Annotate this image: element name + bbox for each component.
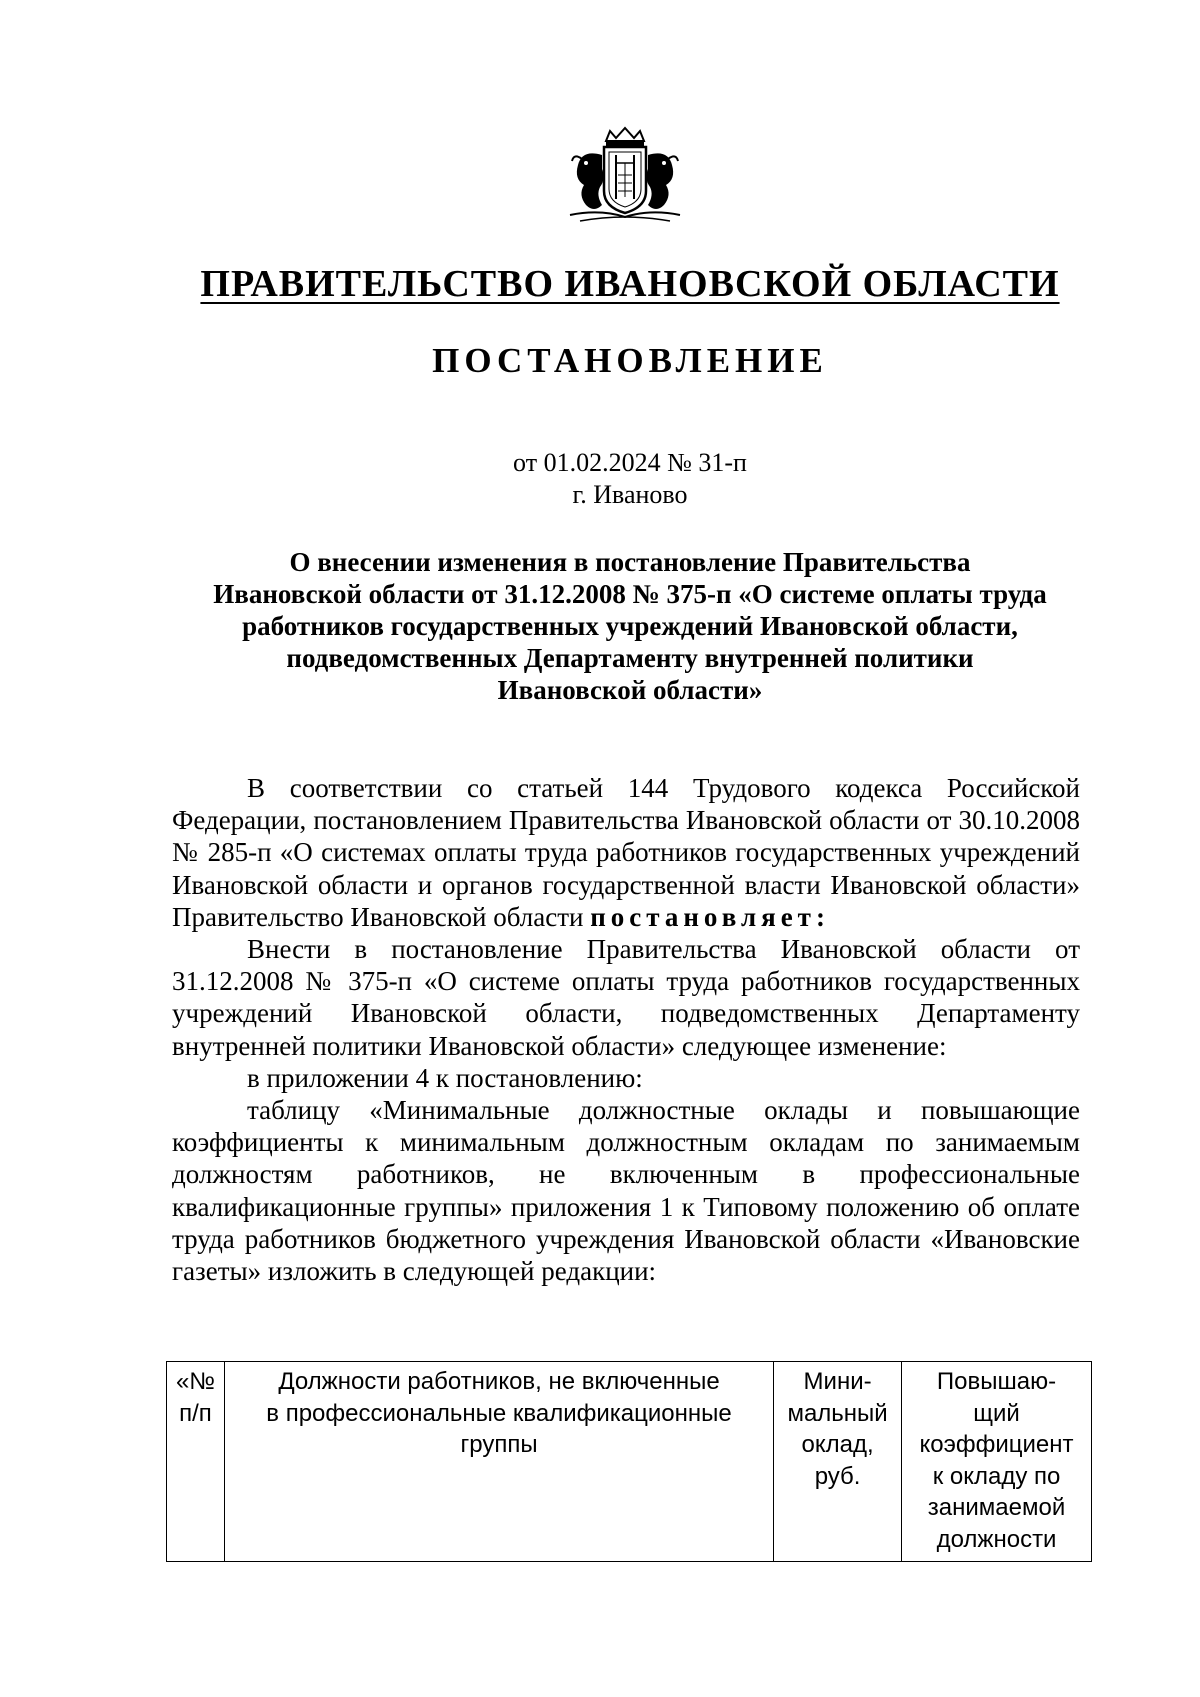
resolves-emphasis: постановляет: — [590, 901, 830, 932]
document-date-number: от 01.02.2024 № 31-п — [513, 448, 747, 477]
document-heading — [0, 546, 1200, 706]
heading-line: работников государственных учреждений Ивановской области, — [242, 611, 1018, 641]
heading-line: подведомственных Департаменту внутренней политики — [286, 643, 974, 673]
body-paragraph-amendment: Внести в постановление Правительства Ивановской области от 31.12.2008 № 375-п «О системе оплаты труда работников государственных учреждений Ивановской области, подведомственных Департаменту внутренней политики Ивановской области» следующее изменение: — [172, 934, 1080, 1061]
ivanovo-coat-of-arms-icon — [560, 125, 690, 225]
body-paragraph-appendix: в приложении 4 к постановлению: — [247, 1062, 643, 1093]
heading-line: Ивановской области от 31.12.2008 № 375-п «О системе оплаты труда — [213, 579, 1047, 609]
header-number: «№ п/п — [167, 1362, 225, 1562]
document-type: ПОСТАНОВЛЕНИЕ — [432, 341, 828, 380]
heading-line: Ивановской области» — [497, 675, 763, 705]
organization-title: ПРАВИТЕЛЬСТВО ИВАНОВСКОЙ ОБЛАСТИ — [200, 263, 1060, 305]
header-positions: Должности работников, не включенные в профессиональные квалификационные группы — [224, 1362, 773, 1562]
document-city: г. Иваново — [572, 480, 688, 509]
preamble-text: В соответствии со статьей 144 Трудового кодекса Российской Федерации, постановлением Правительства Ивановской области от 30.10.2008 № 285-п «О системах оплаты труда работников государственных учреждений Ивановской области и органов государственной власти Ивановской области» Правительство Ивановской области — [172, 773, 1080, 932]
heading-line: О внесении изменения в постановление Правительства — [289, 547, 971, 577]
table-header-row — [167, 1362, 1092, 1562]
header-coefficient: Повышаю- щий коэффициент к окладу по занимаемой должности — [902, 1362, 1092, 1562]
body-paragraph-preamble — [172, 772, 1080, 933]
salary-table — [166, 1361, 1092, 1562]
header-min-salary: Мини- мальный оклад, руб. — [774, 1362, 902, 1562]
document-body — [172, 772, 1080, 1287]
body-paragraph-table-intro: таблицу «Минимальные должностные оклады и повышающие коэффициенты к минимальным должностным окладам по занимаемым должностям работников, не включенным в профессиональные квалификационные группы» приложения 1 к Типовому положению об оплате труда работников бюджетного учреждения Ивановской области «Ивановские газеты» изложить в следующей редакции: — [172, 1095, 1080, 1287]
